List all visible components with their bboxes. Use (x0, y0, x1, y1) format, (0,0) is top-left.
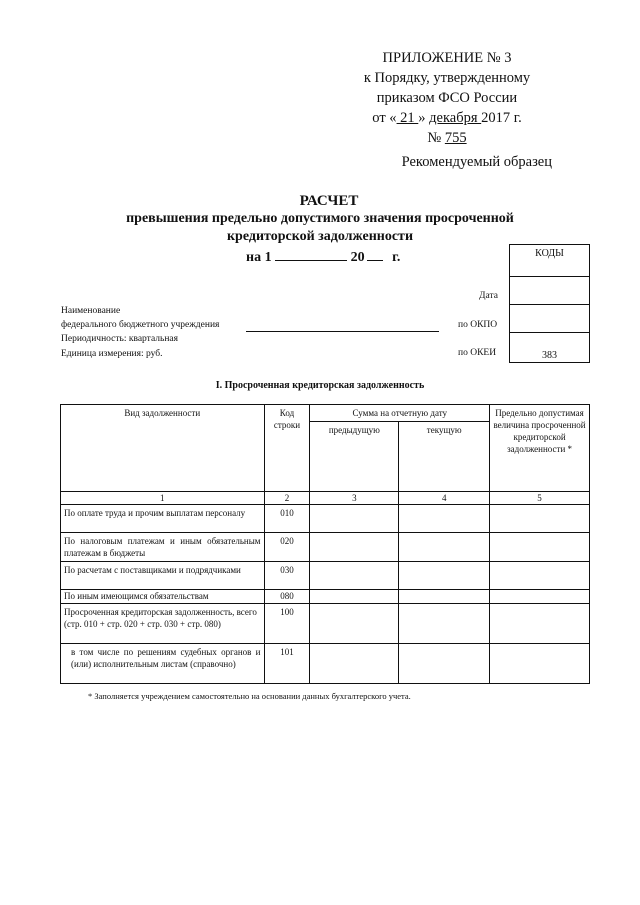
appendix-line-1: ПРИЛОЖЕНИЕ № 3 (382, 50, 512, 66)
appendix-number (332, 128, 562, 148)
appendix-line-2: к Порядку, утвержденному (363, 70, 531, 86)
appendix-number-prefix: № (427, 130, 442, 146)
appendix-number-value: 755 (444, 130, 467, 146)
title-date-prefix: на 1 (246, 250, 272, 265)
unit: Единица измерения: руб. (61, 349, 163, 359)
title-date-blank (275, 247, 347, 261)
header-debt-type: Вид задолженности (61, 405, 265, 492)
cell-limit[interactable] (490, 562, 590, 590)
row-label: в том числе по решениям судебных органов и (или) исполнительным листам (справочно) (61, 644, 265, 684)
cell-current[interactable] (399, 562, 490, 590)
appendix-line-3: приказом ФСО России (376, 90, 518, 106)
cell-previous[interactable] (310, 505, 399, 533)
debt-table (60, 404, 590, 684)
col-number-5: 5 (490, 492, 590, 505)
section-title: I. Просроченная кредиторская задолженность (215, 380, 425, 391)
cell-previous[interactable] (310, 644, 399, 684)
code-okei-cell: 383 (510, 333, 590, 363)
recommended-sample: Рекомендуемый образец (401, 154, 552, 170)
codes-header: КОДЫ (510, 245, 590, 277)
header-sum: Сумма на отчетную дату (310, 405, 490, 422)
cell-limit[interactable] (490, 644, 590, 684)
row-label: Просроченная кредиторская задолженность, всего (стр. 010 + стр. 020 + стр. 030 + стр. 080) (61, 604, 265, 644)
cell-limit[interactable] (490, 505, 590, 533)
appendix-day: 21 (396, 110, 419, 126)
row-label: По налоговым платежам и иным обязательным платежам в бюджеты (61, 533, 265, 562)
title-year-prefix: 20 (350, 250, 365, 265)
cell-limit[interactable] (490, 533, 590, 562)
header-current: текущую (399, 422, 490, 492)
okei-label: по ОКЕИ (458, 348, 497, 358)
row-label: По расчетам с поставщиками и подрядчиками (61, 562, 265, 590)
header-limit: Предельно допустимая величина просроченной кредиторской задолженности * (490, 405, 590, 492)
cell-current[interactable] (399, 590, 490, 604)
row-code: 100 (264, 604, 310, 644)
title-line-3: кредиторской задолженности (226, 229, 414, 244)
cell-current[interactable] (399, 533, 490, 562)
title-year-suffix: г. (392, 250, 401, 265)
name-label-2: федерального бюджетного учреждения (61, 320, 220, 330)
cell-current[interactable] (399, 604, 490, 644)
col-number-3: 3 (310, 492, 399, 505)
footnote: * Заполняется учреждением самостоятельно на основании данных бухгалтерского учета. (88, 691, 411, 701)
row-code: 020 (264, 533, 310, 562)
title-line-1: РАСЧЕТ (299, 193, 359, 209)
row-code: 030 (264, 562, 310, 590)
row-code: 101 (264, 644, 310, 684)
cell-previous[interactable] (310, 590, 399, 604)
appendix-date-prefix: от « (372, 110, 397, 126)
row-label: По иным имеющимся обязательствам (61, 590, 265, 604)
cell-previous[interactable] (310, 533, 399, 562)
cell-current[interactable] (399, 505, 490, 533)
appendix-quote-close: » (418, 110, 426, 126)
header-row-code: Код строки (264, 405, 310, 492)
appendix-month: декабря (429, 110, 482, 126)
row-code: 080 (264, 590, 310, 604)
appendix-block (332, 48, 562, 148)
header-previous: предыдущую (310, 422, 399, 492)
row-code: 010 (264, 505, 310, 533)
periodicity: Периодичность: квартальная (61, 334, 178, 344)
cell-previous[interactable] (310, 604, 399, 644)
col-number-4: 4 (399, 492, 490, 505)
okpo-label: по ОКПО (458, 320, 498, 330)
col-number-1: 1 (61, 492, 265, 505)
row-label: По оплате труда и прочим выплатам персоналу (61, 505, 265, 533)
cell-limit[interactable] (490, 604, 590, 644)
title-date (246, 247, 400, 266)
appendix-date (332, 108, 562, 128)
cell-previous[interactable] (310, 562, 399, 590)
codes-table (509, 244, 590, 363)
cell-limit[interactable] (490, 590, 590, 604)
table-row (61, 562, 590, 590)
code-date-cell (510, 277, 590, 305)
table-row (61, 590, 590, 604)
date-label: Дата (479, 291, 498, 301)
table-row (61, 533, 590, 562)
table-row (61, 505, 590, 533)
code-okpo-cell (510, 305, 590, 333)
col-number-2: 2 (264, 492, 310, 505)
name-field-line[interactable] (246, 331, 439, 332)
table-row (61, 644, 590, 684)
name-label-1: Наименование (61, 306, 121, 316)
title-line-2: превышения предельно допустимого значения просроченной (126, 211, 514, 226)
cell-current[interactable] (399, 644, 490, 684)
title-year-blank (367, 247, 383, 261)
appendix-year: 2017 г. (481, 110, 522, 126)
table-row (61, 604, 590, 644)
